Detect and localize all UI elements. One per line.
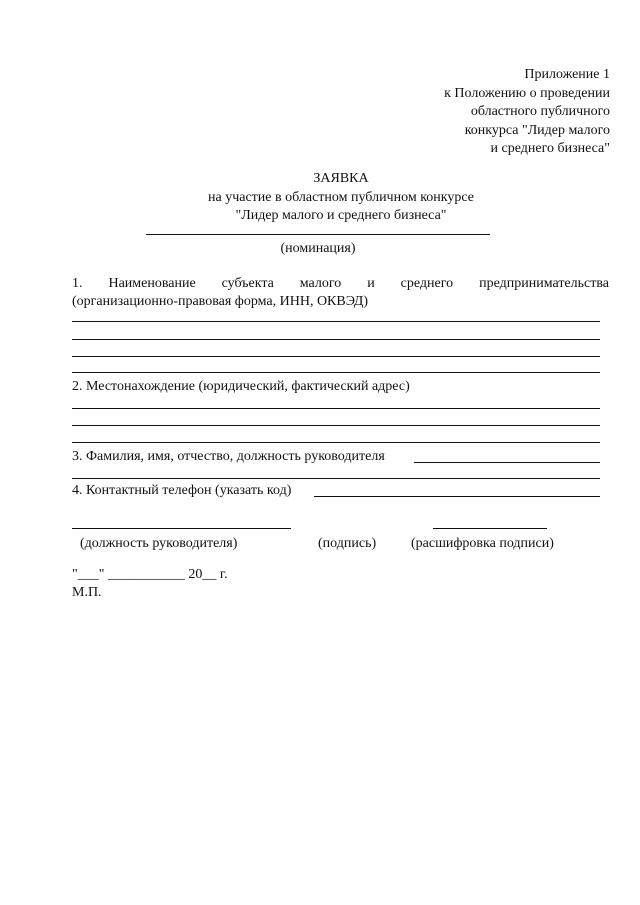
item1-fill-line[interactable] bbox=[72, 321, 600, 322]
position-label: (должность руководителя) bbox=[80, 536, 238, 551]
document-title: ЗАЯВКА bbox=[313, 171, 369, 186]
appendix-line: и среднего бизнеса" bbox=[490, 141, 610, 156]
item3-label: 3. Фамилия, имя, отчество, должность руководителя bbox=[72, 449, 385, 464]
item3-fill-line[interactable] bbox=[72, 478, 600, 479]
item1-fill-line[interactable] bbox=[72, 356, 600, 357]
position-field[interactable] bbox=[72, 528, 291, 529]
stamp-place: М.П. bbox=[72, 585, 102, 600]
item4-label: 4. Контактный телефон (указать код) bbox=[72, 483, 292, 498]
document-subtitle: на участие в областном публичном конкурсе bbox=[208, 190, 474, 205]
signature-label: (подпись) bbox=[318, 536, 377, 551]
appendix-line: конкурса "Лидер малого bbox=[464, 122, 610, 138]
appendix-line: Приложение 1 bbox=[524, 67, 610, 82]
item1-sublabel: (организационно-правовая форма, ИНН, ОКВЭД) bbox=[72, 294, 369, 309]
decoding-label: (расшифровка подписи) bbox=[411, 536, 554, 551]
item2-fill-line[interactable] bbox=[72, 442, 600, 443]
item2-label: 2. Местонахождение (юридический, фактический адрес) bbox=[72, 379, 410, 394]
phone-field[interactable] bbox=[314, 496, 600, 497]
item2-fill-line[interactable] bbox=[72, 425, 600, 426]
appendix-line: областного публичного bbox=[470, 104, 610, 119]
item1-fill-line[interactable] bbox=[72, 372, 600, 373]
date-field[interactable]: "___" ___________ 20__ г. bbox=[72, 567, 228, 582]
nomination-label: (номинация) bbox=[280, 241, 356, 256]
contest-name: "Лидер малого и среднего бизнеса" bbox=[235, 208, 447, 223]
appendix-note bbox=[444, 66, 610, 159]
item1-fill-line[interactable] bbox=[72, 339, 600, 340]
nomination-field[interactable] bbox=[146, 234, 490, 235]
appendix-line: к Положению о проведении bbox=[444, 85, 610, 101]
manager-field[interactable] bbox=[414, 462, 600, 463]
item2-fill-line[interactable] bbox=[72, 408, 600, 409]
item1-label: 1. Наименование субъекта малого и среднего предпринимательства bbox=[72, 276, 609, 291]
decoding-field[interactable] bbox=[433, 528, 547, 529]
